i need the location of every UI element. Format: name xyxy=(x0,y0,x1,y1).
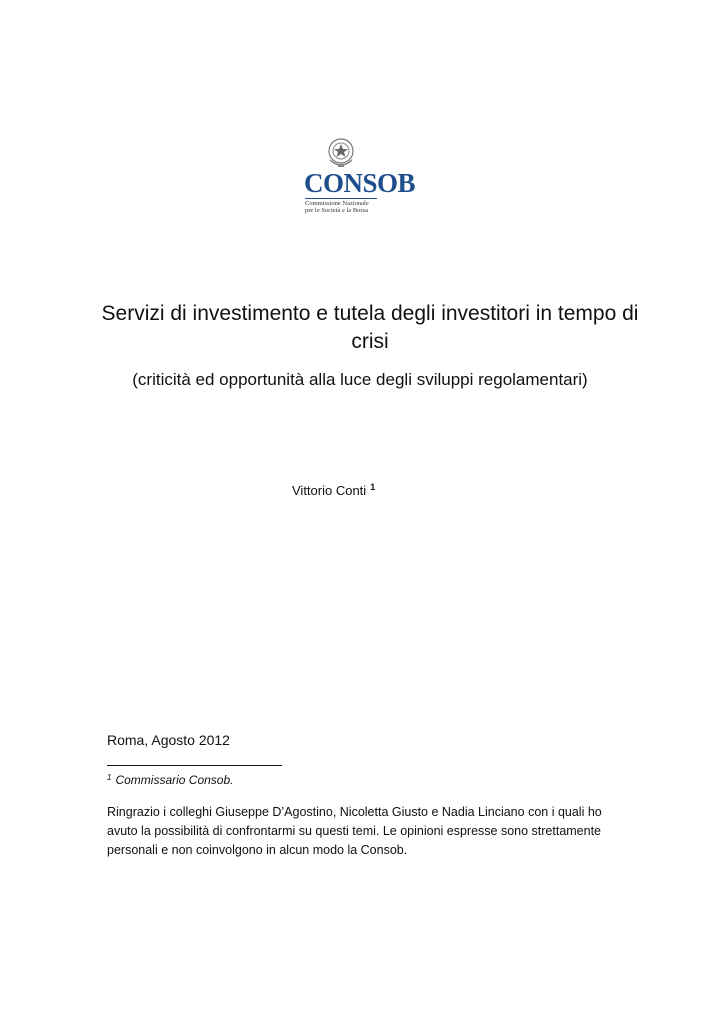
author xyxy=(292,482,375,498)
document-subtitle: (criticità ed opportunità alla luce degli sviluppi regolamentari) xyxy=(132,370,588,389)
author-name: Vittorio Conti xyxy=(292,483,367,498)
footnote-text: Commissario Consob. xyxy=(115,773,234,787)
footnote xyxy=(107,773,234,787)
place-and-date: Roma, Agosto 2012 xyxy=(107,732,230,748)
italian-republic-emblem-icon xyxy=(326,136,356,170)
footnote-separator xyxy=(107,765,282,766)
logo-subtitle-line1: Commissione Nazionale xyxy=(305,200,369,207)
logo-divider xyxy=(305,198,377,199)
author-footnote-marker: 1 xyxy=(370,482,376,492)
acknowledgement-text: Ringrazio i colleghi Giuseppe D’Agostino, Nicoletta Giusto e Nadia Linciano con i quali ho avuto la possibilità di confrontarmi su questi temi. Le opinioni espresse sono strettamente personali e non coinvolgono in alcun modo la Consob. xyxy=(107,805,602,857)
logo-subtitle-line2: per le Società e la Borsa xyxy=(305,207,368,214)
footnote-marker: 1 xyxy=(107,773,112,782)
logo-wordmark: CONSOB xyxy=(304,168,416,198)
consob-logo xyxy=(300,136,416,216)
document-title: Servizi di investimento e tutela degli investitori in tempo di crisi xyxy=(101,302,639,353)
